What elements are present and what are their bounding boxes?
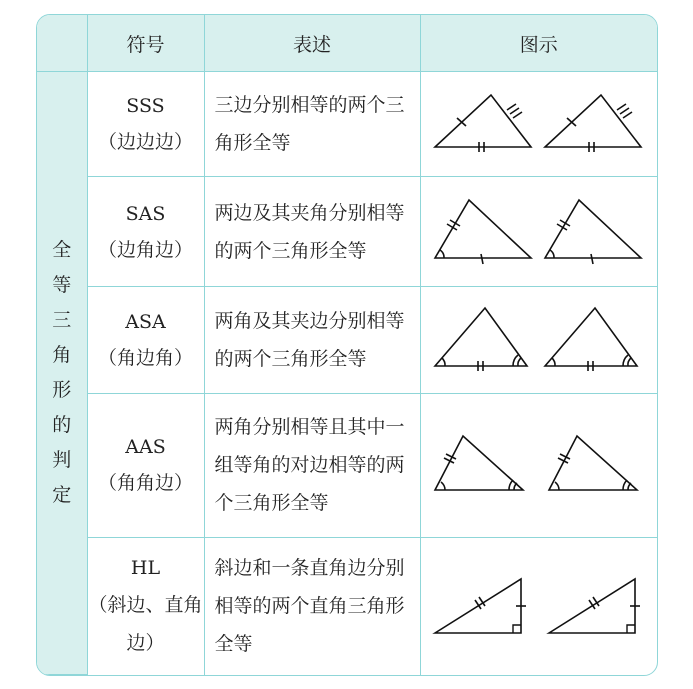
symbol-code: SAS — [125, 202, 166, 225]
table-row — [37, 177, 657, 287]
figure-cell — [420, 72, 657, 177]
hl-triangles-figure — [429, 571, 649, 641]
symbol-cell — [87, 177, 204, 287]
symbol-cell — [87, 72, 204, 177]
header-figure: 图示 — [420, 15, 657, 72]
aas-triangle-right — [549, 436, 637, 490]
symbol-name: （边角边） — [97, 238, 193, 261]
hl-triangle-right — [549, 579, 640, 633]
figure-cell — [420, 537, 657, 674]
sas-triangle-left — [435, 200, 531, 264]
symbol-code: ASA — [125, 310, 166, 333]
table-row — [37, 72, 657, 177]
symbol-code: HL — [130, 557, 161, 580]
figure-cell — [420, 177, 657, 287]
asa-triangle-right — [545, 308, 637, 371]
symbol-code: AAS — [125, 436, 166, 459]
symbol-code: SSS — [126, 95, 165, 118]
symbol-cell — [87, 537, 204, 674]
sss-triangles-figure — [429, 89, 649, 159]
description-cell: 两边及其夹角分别相等的两个三角形全等 — [204, 177, 420, 287]
aas-triangle-left — [435, 436, 523, 490]
symbol-cell — [87, 393, 204, 537]
congruence-criteria-table — [37, 15, 657, 675]
header-corner — [37, 15, 87, 72]
symbol-name: （斜边、直角边） — [88, 594, 203, 655]
table-row — [37, 393, 657, 537]
symbol-name: （角角边） — [97, 472, 193, 495]
header-row — [37, 15, 657, 72]
description-cell: 三边分别相等的两个三角形全等 — [204, 72, 420, 177]
asa-triangle-left — [435, 308, 527, 371]
sas-triangle-right — [545, 200, 641, 264]
header-symbol: 符号 — [87, 15, 204, 72]
table-row — [37, 537, 657, 674]
symbol-cell — [87, 287, 204, 393]
side-label: 全等三角形的判定 — [52, 239, 72, 507]
symbol-name: （边边边） — [97, 131, 193, 154]
aas-triangles-figure — [429, 430, 649, 500]
description-cell: 两角分别相等且其中一组等角的对边相等的两个三角形全等 — [204, 393, 420, 537]
sss-triangle-right — [545, 95, 641, 152]
hl-triangle-left — [435, 579, 526, 633]
table-row — [37, 287, 657, 393]
description-cell: 斜边和一条直角边分别相等的两个直角三角形全等 — [204, 537, 420, 674]
sas-triangles-figure — [429, 194, 649, 270]
figure-cell — [420, 287, 657, 393]
symbol-name: （角边角） — [97, 346, 193, 369]
sss-triangle-left — [435, 95, 531, 152]
description-cell: 两角及其夹边分别相等的两个三角形全等 — [204, 287, 420, 393]
criteria-table-frame — [36, 14, 658, 676]
asa-triangles-figure — [429, 302, 649, 378]
side-label-cell — [37, 72, 87, 675]
figure-cell — [420, 393, 657, 537]
header-description: 表述 — [204, 15, 420, 72]
